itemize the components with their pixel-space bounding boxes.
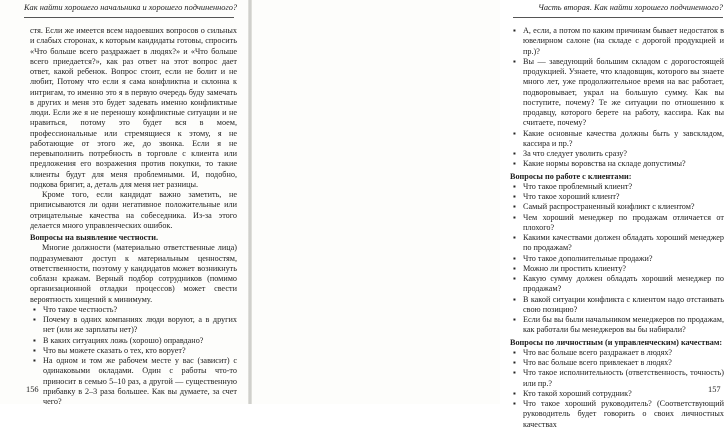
list-item: ▪ Самый распространенный конфликт с клиентом? [510,202,724,212]
list-item: ▪ Что такое хороший руководитель? (Соответствующий руководитель будет говорить о своих личностных качествах [510,399,724,430]
paragraph-intro: стя. Если же имеется всем надоевших вопросов о сильных и слабых сторонах, к которым кандидаты готовы, спросить «Что больше всего раздражает в людях?» и «Что больше всего приедается?», как раз ответ на этот вопрос дает ответ, какой ребенок. Вопрос стоит, если не болит и не любит, Потому что если я сама конфликтна и склонна к интригам, то именно это я в первую очередь буду замечать в других и меня это будет задевать именно конфликтные люди. Если же я не переношу конфликтные ситуации и не нравиться, потому это будет вся в моем, профессиональные или стремящиеся к этому, я не работающие от этого же, до звонка. Если я не перевыполнить потребность в торговле с клиента или предложения его возражения против покупки, то такие клиенты будут для меня проблемными. И, подобно, подкова бригит, а, деталь для меня нет разницы. [30,26,237,189]
list-item: ▪ Что такое проблемный клиент? [510,182,724,192]
list-item: ▪ Что вы можете сказать о тех, кто ворует? [30,346,237,356]
list-item: ▪ Почему в одних компаниях люди воруют, а в других нет (или же зарплаты нет)? [30,315,237,336]
list-item: ▪ Какие нормы воровства на складе допустимы? [510,159,724,169]
list-item: ▪ Чем хороший менеджер по продажам отличается от плохого? [510,213,724,234]
running-header-right: Часть вторая. Как найти хорошего подчиненного? [513,3,723,18]
right-page [250,0,724,429]
list-item: ▪ Вы — заведующий большим складом с дорогостоящей продукцией. Узнаете, что кладовщик, которого вы знаете много лет, уже продолжительное время на вас работает, подворовывает, украл на большую сумму. Как вы поступите, почему? Те же ситуации по отношению к продавцу, которого берете на работу, кассира. Как вы считаете, почему? [510,57,724,129]
section-heading-clients: Вопросы по работе с клиентами: [510,171,632,181]
question-list-clients [510,182,724,336]
list-item: ▪ В какой ситуации конфликта с клиентом надо отстаивать свою позицию? [510,295,724,316]
list-item: ▪ Можно ли простить клиенту? [510,264,724,274]
question-list-personal [510,348,724,430]
page-number-right: 157 [708,385,721,394]
list-item: ▪ Что такое честность? [30,305,237,315]
paragraph-honesty: Многие должности (материально ответственные лица) подразумевают доступ к материальным ценностям, ответственности, поэтому у кандидатов может возникнуть соблазн кражам. Верный подбор сотрудников (помимо организационной отладки процессов) может свести вероятность хищений к минимуму. [30,243,237,304]
question-list-honesty [30,305,237,408]
list-item: ▪ В каких ситуациях ложь (хорошо) оправдано? [30,336,237,346]
list-item: ▪ А, если, а потом по каким причинам бывает недостаток в ювелирном салоне (на складе с дорогой продукцией и пр.)? [510,26,724,57]
page-number-left: 156 [26,385,39,394]
left-page-content [30,26,237,407]
list-item: ▪ Какую сумму должен обладать хороший менеджер по продажам? [510,274,724,295]
question-list-continued [510,26,724,170]
list-item: ▪ Какие основные качества должны быть у завскладом, кассира и пр.? [510,129,724,150]
paragraph-note: Кроме того, если кандидат важно заметить, не приписываются ли одни негативное положительные или отрицательные качества на собеседника. Из-за этого делается много управленческих ошибок. [30,190,237,230]
right-page-content [510,26,724,430]
list-item: ▪ Что такое исполнительность (ответственность, точность) или пр.? [510,368,724,389]
list-item: ▪ Что такое дополнительные продажи? [510,254,724,264]
list-item: ▪ Что вас больше всего раздражает в людях? [510,348,724,358]
list-item: ▪ Что вас больше всего привлекает в людях? [510,358,724,368]
list-item: ▪ На одном и том же рабочем месте у вас (зависит) с одинаковыми окладами. Один с работы что‑то приносит в семью 5–10 раз, а другой — существенную прибавку в 2–3 раза большее. Как вы думаете, за счет чего? [30,356,237,407]
list-item: ▪ За что следует уволить сразу? [510,149,724,159]
section-heading-personal: Вопросы по личностным (и управленческим) качествам: [510,337,723,347]
list-item: ▪ Какими качествами должен обладать хороший менеджер по продажам? [510,233,724,254]
section-heading-honesty: Вопросы на выявление честности. [30,233,158,242]
running-header-left: Как найти хорошего начальника и хорошего подчиненного? [24,3,234,18]
list-item: ▪ Если бы вы были начальником менеджеров по продажам, как работали бы менеджеров вы бы набирали? [510,315,724,336]
list-item: ▪ Кто такой хороший сотрудник? [510,389,724,399]
list-item: ▪ Что такое хороший клиент? [510,192,724,202]
left-page [0,0,250,404]
